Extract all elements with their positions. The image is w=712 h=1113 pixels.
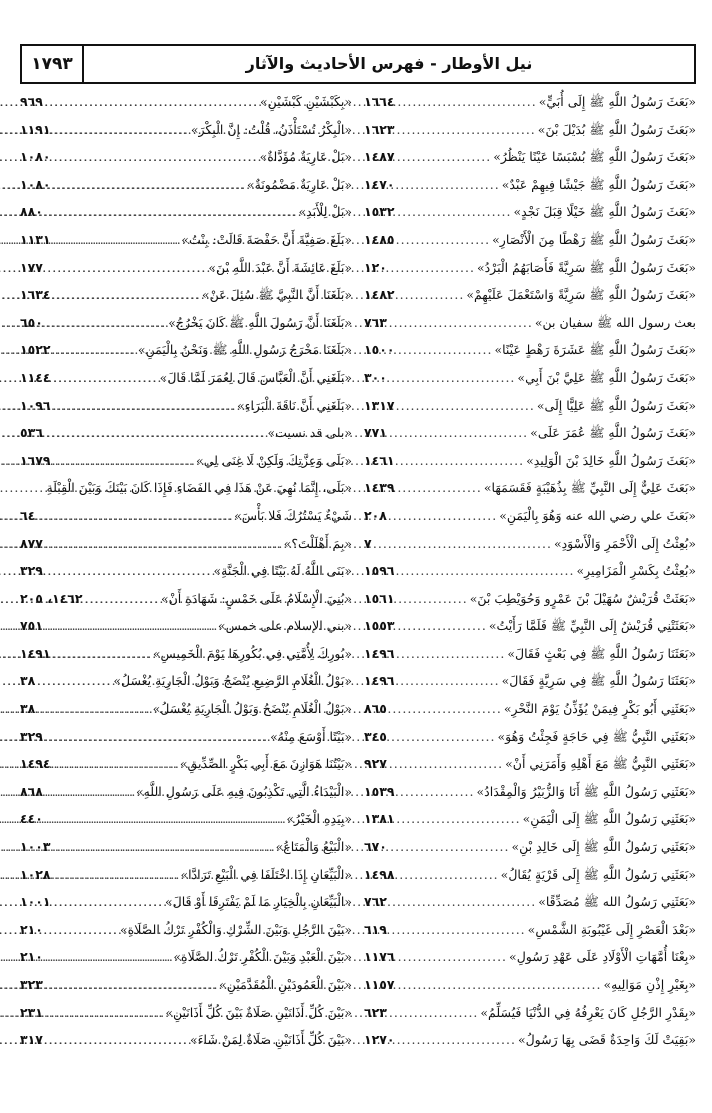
- entry-page-number: ١٥٣٩: [364, 783, 395, 799]
- entry-page-number: ١٤٩١: [20, 645, 51, 661]
- left-column: [20, 94, 352, 1060]
- entry-page-number: ١٢٧٠: [364, 1032, 395, 1048]
- entry-text: «بَعَثَنَا رَسُولُ اللَّهِ ﷺ فِي بَعْثٍ فَقَالَ»: [507, 645, 696, 661]
- dot-leader: [62, 673, 111, 688]
- dot-leader: [62, 536, 282, 551]
- entry-page-number: ١٥٢٢: [20, 342, 51, 358]
- entry-text: «بَعْدَ الْعَصْرِ إِلَى غَيْبُوبَةِ الشَّمْسِ»: [527, 921, 696, 937]
- entry-text: «الْبَيِّعَانِ إِذَا اخْتَلَفَا فِي الْبَيْعِ تَرَادَّا»: [180, 866, 352, 882]
- index-entry: [364, 398, 696, 426]
- entry-page-number: ١١٥٧: [364, 977, 395, 992]
- entry-page-number: ٨٨٠: [20, 204, 43, 220]
- entry-page-number: ١١٤٤: [20, 369, 51, 385]
- index-entry: [20, 894, 352, 922]
- entry-text: «بَلَغَنَا مَخْرَجُ رَسُولِ اللَّهِ ﷺ وَنَحْنُ بِالْيَمَنِ»: [137, 342, 352, 358]
- entry-page-number: ١٥٦١: [364, 590, 395, 606]
- entry-page-number: ١٦٦٤: [364, 94, 395, 109]
- index-entry: [20, 867, 352, 895]
- entry-page-number: ١٥٠٠: [364, 342, 395, 358]
- index-entry: [20, 756, 352, 784]
- entry-page-number: ١٠٨٠: [20, 176, 51, 192]
- entry-text: «بَعَثَ رَسُولُ اللَّهِ ﷺ خَيْلًا قِبَلَ نَجْدٍ»: [513, 204, 696, 220]
- dot-leader: [406, 1005, 478, 1020]
- entry-page-number: ٧٦٣: [364, 314, 387, 330]
- entry-page-number: ٧٥١: [20, 618, 43, 634]
- index-entry: [20, 204, 352, 232]
- dot-leader: [62, 977, 217, 992]
- index-entry: [364, 646, 696, 674]
- dot-leader: [406, 260, 475, 275]
- entry-text: «بَعَثَنِي النَّبِيُّ ﷺ فِي حَاجَةٍ فَجِئْتُ وَهُوَ»: [497, 728, 696, 744]
- dot-leader: [62, 398, 235, 413]
- index-entry: [364, 949, 696, 977]
- entry-text: «بُعِثْتُ إِلَى الْأَحْمَرِ وَالْأَسْوَدِ»: [553, 535, 696, 551]
- dot-leader: [62, 315, 166, 330]
- entry-text: «بَعَثَنِي رَسُولُ اللَّهِ ﷺ إِلَى خَالِدِ بْنِ»: [511, 839, 696, 855]
- index-entry: [20, 922, 352, 950]
- dot-leader: [406, 729, 496, 744]
- index-entry: [364, 342, 696, 370]
- entry-text: «بَعَثَ رَسُولُ اللَّهِ ﷺ عَلِيًّا إِلَى»: [536, 397, 696, 413]
- entry-page-number: ٦٥٠: [20, 314, 43, 330]
- entry-page-number: ٢٠٨: [364, 507, 387, 523]
- dot-leader: [406, 204, 512, 219]
- entry-text: «الْبَيْعُ وَالْمَتَاعُ»: [275, 839, 352, 855]
- dot-leader: [406, 867, 499, 882]
- entry-page-number: ٢١٠: [20, 949, 43, 965]
- entry-text: «بَنَى اللَّهُ لَهُ بَيْتًا فِي الْجَنَّةِ»: [213, 563, 352, 579]
- index-entry: [364, 149, 696, 177]
- entry-page-number: ١٤٣٩: [364, 480, 395, 496]
- entry-page-number: ٣٨: [20, 673, 36, 689]
- entry-text: «بُنِيَ الْإِسْلَامُ عَلَى خَمْسٍ: شَهَادَةِ أَنْ»: [160, 590, 352, 606]
- entry-page-number: ١٠٠١: [20, 894, 51, 910]
- entry-page-number: ١٤٩٤: [20, 756, 51, 772]
- entry-text: «بلى قد نسيت»: [267, 425, 352, 441]
- entry-page-number: ٢٣١: [20, 1004, 43, 1020]
- index-entry: [364, 480, 696, 508]
- entry-page-number: ٣٤٥: [364, 728, 387, 744]
- index-page: [20, 44, 696, 1048]
- entry-page-number: ٧٧١: [364, 425, 387, 441]
- dot-leader: [406, 232, 490, 247]
- index-entry: [20, 701, 352, 729]
- entry-page-number: ١٥٩٦: [364, 563, 395, 579]
- dot-leader: [62, 453, 194, 468]
- index-entry: [20, 811, 352, 839]
- entry-page-number: ٦٤: [20, 507, 36, 523]
- dot-leader: [62, 177, 245, 192]
- dot-leader: [62, 646, 151, 661]
- dot-leader: [406, 287, 464, 302]
- index-entry: [364, 756, 696, 784]
- entry-text: «بَلْ لِلْأَبَدِ»: [298, 204, 352, 220]
- entry-text: «بَوْلُ الْغُلَامِ يُنْضَحُ وَبَوْلُ الْجَارِيَةِ يُغْسَلُ»: [152, 701, 352, 717]
- dot-leader: [406, 398, 535, 413]
- entry-page-number: ٨٦٥: [364, 701, 387, 717]
- dot-leader: [62, 370, 158, 385]
- dot-leader: [406, 425, 528, 440]
- entry-text: «بَعَثَ رَسُولُ اللَّهِ ﷺ عَشَرَةَ رَهْطٍ عَيْنًا»: [494, 342, 696, 358]
- entry-page-number: ١٥٥٣: [364, 618, 395, 634]
- entry-page-number: ١٦٢٣: [364, 121, 395, 137]
- index-entry: [20, 646, 352, 674]
- entry-text: «بَعَثَ رَسُولُ اللَّهِ ﷺ إِلَى أُبَيٍّ»: [538, 94, 696, 109]
- entry-text: «بَعَثَنِي رَسُولُ اللَّهِ ﷺ إِلَى الْيَمَنِ»: [522, 811, 696, 827]
- dot-leader: [62, 260, 206, 275]
- entry-page-number: ٣٠٠: [364, 369, 387, 385]
- entry-page-number: ١٥٣٢: [364, 204, 395, 220]
- index-entry: [20, 370, 352, 398]
- dot-leader: [62, 701, 151, 716]
- entry-text: «بَعَثَ علي رضي الله عنه وَهُوَ بِالْيَمَنِ»: [499, 507, 696, 523]
- entry-page-number: ١٧٧: [20, 259, 43, 275]
- index-entry: [364, 287, 696, 315]
- index-entry: [20, 673, 352, 701]
- entry-page-number: ١٠٢٨: [20, 866, 51, 882]
- entry-page-number: ١٤٩٨: [364, 866, 395, 882]
- index-entry: [20, 618, 352, 646]
- dot-leader: [62, 425, 266, 440]
- index-entry: [364, 94, 696, 122]
- index-entry: [364, 618, 696, 646]
- index-entry: [364, 784, 696, 812]
- dot-leader: [406, 370, 515, 385]
- dot-leader: [62, 949, 171, 964]
- dot-leader: [406, 536, 552, 551]
- entry-text: «بَعَثَ رَسُولُ اللَّهِ ﷺ سَرِيَّةً فَأَصَابَهُمُ الْبَرْدُ»: [476, 259, 696, 275]
- index-entry: [364, 425, 696, 453]
- entry-text: «بَلْ عَارِيَةٌ مُؤَدَّاةٌ»: [259, 149, 352, 165]
- entry-text: «بِكَبْشَيْنِ كَبْشَيْنِ»: [259, 94, 352, 109]
- entry-text: «الْبَيِّعَانِ بِالْخِيَارِ مَا لَمْ يَفْتَرِقَا أَوْ قَالَ»: [164, 894, 352, 910]
- index-entry: [20, 839, 352, 867]
- page-header: [20, 44, 696, 84]
- index-entry: [20, 563, 352, 591]
- entry-text: «بَعَثَنِي رَسُولُ اللَّهِ ﷺ إِلَى قَرْيَةٍ يُقَالُ»: [500, 866, 696, 882]
- entry-text: «بَعَثَ رَسُولُ اللَّهِ ﷺ جَيْشًا فِيهِمْ عَبْدٌ»: [501, 176, 696, 192]
- dot-leader: [62, 563, 211, 578]
- dot-leader: [406, 149, 491, 164]
- index-entry: [364, 867, 696, 895]
- entry-page-number: ١١٩١: [20, 121, 51, 137]
- entry-text: «بِمَ أَهْلَلْتَ؟»: [283, 535, 352, 551]
- entry-page-number: ١٤٩٦: [364, 673, 395, 689]
- dot-leader: [406, 839, 510, 854]
- entry-text: «بَعَثَنِي رَسُولُ الله ﷺ مُصَدِّقًا»: [538, 894, 696, 910]
- entry-text: «بَعَثَ رَسُولُ اللَّهِ ﷺ رَهْطًا مِنَ الْأَنْصَارِ»: [492, 231, 696, 247]
- dot-leader: [406, 315, 533, 330]
- index-entry: [20, 729, 352, 757]
- dot-leader: [406, 949, 507, 964]
- entry-text: «بَلَغَ عَائِشَةَ أَنَّ عَبْدَ اللَّهِ بْنَ»: [208, 259, 352, 275]
- index-entry: [20, 122, 352, 150]
- entry-page-number: ٣٢٩: [20, 728, 43, 744]
- index-entry: [364, 1032, 696, 1060]
- index-entry: [364, 673, 696, 701]
- entry-page-number: ٣٢٣: [20, 977, 43, 992]
- index-columns: [20, 94, 696, 1060]
- index-entry: [20, 1005, 352, 1033]
- entry-text: «بَعَثَ رَسُولُ اللَّهِ ﷺ عَلِيَّ بْنَ أَبِي»: [517, 369, 696, 385]
- entry-text: «الْبِكْرُ تُسْتَأْذَنُ، قُلْتُ: إِنَّ الْبِكْرَ»: [190, 121, 352, 137]
- dot-leader: [406, 177, 500, 192]
- index-entry: [20, 260, 352, 288]
- dot-leader: [406, 122, 536, 137]
- entry-text: «بَيْنَ الرَّجُلِ وَبَيْنَ الشِّرْكِ وَالْكُفْرِ تَرْكُ الصَّلَاةِ»: [120, 921, 352, 937]
- entry-page-number: ١٠٠٣: [20, 839, 51, 855]
- index-entry: [20, 287, 352, 315]
- dot-leader: [62, 149, 258, 164]
- index-entry: [364, 591, 696, 619]
- dot-leader: [406, 922, 526, 937]
- dot-leader: [62, 811, 284, 826]
- entry-page-number: ١٦٧٩: [20, 452, 51, 468]
- dot-leader: [62, 839, 274, 854]
- entry-page-number: ١٤٦٢، ٢٠٥: [20, 590, 83, 606]
- entry-page-number: ٩٢٧: [364, 756, 387, 772]
- entry-page-number: ٩٦٩: [20, 94, 43, 109]
- index-entry: [364, 729, 696, 757]
- index-entry: [364, 204, 696, 232]
- entry-text: «الْبَيْدَاءُ الَّتِي تَكْذِبُونَ فِيهِ عَلَى رَسُولِ اللَّهِ»: [135, 783, 352, 799]
- dot-leader: [406, 811, 521, 826]
- entry-text: «بَلَى وَعِزَّتِكَ وَلَكِنْ لَا غِنَى لِي»: [196, 452, 352, 468]
- dot-leader: [62, 122, 189, 137]
- dot-leader: [406, 480, 482, 495]
- dot-leader: [62, 618, 216, 633]
- entry-page-number: ١٤٩٦: [364, 645, 395, 661]
- index-entry: [20, 177, 352, 205]
- dot-leader: [406, 701, 502, 716]
- index-entry: [364, 839, 696, 867]
- dot-leader: [62, 867, 178, 882]
- index-entry: [20, 94, 352, 122]
- index-entry: [364, 260, 696, 288]
- index-entry: [364, 232, 696, 260]
- entry-page-number: ١٣٨١: [364, 811, 395, 827]
- entry-page-number: ١٣١٧: [364, 397, 395, 413]
- entry-page-number: ١٠٩٦: [20, 397, 51, 413]
- dot-leader: [62, 784, 134, 799]
- entry-text: «بَيْنَ الْعَبْدِ وَبَيْنَ الْكُفْرِ تَرْكُ الصَّلَاةِ»: [173, 949, 352, 965]
- index-entry: [364, 536, 696, 564]
- entry-text: «بني الإسلام على خمس»: [217, 618, 352, 634]
- index-entry: [364, 922, 696, 950]
- dot-leader: [406, 453, 524, 468]
- entry-page-number: ١٤٨٧: [364, 149, 395, 165]
- entry-text: «بَلَغَنَا أَنَّ النَّبِيَّ ﷺ سُئِلَ عَنْ»: [201, 287, 352, 303]
- dot-leader: [406, 1032, 516, 1047]
- index-entry: [364, 1005, 696, 1033]
- index-entry: [364, 811, 696, 839]
- dot-leader: [62, 894, 163, 909]
- dot-leader: [62, 204, 296, 219]
- entry-text: «بَعَثَ رَسُولُ اللَّهِ ﷺ سَرِيَّةً وَاسْتَعْمَلَ عَلَيْهِمْ»: [466, 287, 696, 303]
- header-title: نيل الأوطار - فهرس الأحاديث والآثار: [245, 54, 533, 73]
- entry-text: «بَعَثَنِي رَسُولُ اللَّهِ ﷺ أَنَا وَالزُّبَيْرُ وَالْمِقْدَادُ»: [476, 783, 696, 799]
- entry-text: «بَعَثَنِي النَّبِيُّ ﷺ مَعَ أَهْلِهِ وَأَمَرَنِي أَنْ»: [505, 756, 696, 772]
- entry-page-number: ٣٨: [20, 701, 36, 717]
- entry-text: شَيْءٌ يَسْتُرُكَ فَلا بَأْسَ»: [234, 507, 352, 523]
- index-entry: [20, 425, 352, 453]
- entry-text: «بِغَيْرِ إِذْنِ مَوَالِيهِ»: [603, 977, 696, 992]
- dot-leader: [406, 784, 475, 799]
- entry-page-number: ٤٤٠: [20, 811, 43, 827]
- entry-text: «بَقِيَتْ لَكَ وَاحِدَةٌ قَضَى بِهَا رَسُولُ»: [517, 1032, 696, 1048]
- dot-leader: [406, 591, 468, 606]
- entry-page-number: ١٠٨٠: [20, 149, 51, 165]
- entry-text: «بَعَثَ رَسُولُ اللَّهِ خَالِدَ بْنَ الْوَلِيدِ»: [526, 452, 696, 468]
- entry-page-number: ٣٢٩: [20, 563, 43, 579]
- entry-text: «بَعَثَتْنِي قُرَيْشٌ إِلَى النَّبِيِّ ﷺ فَلَمَّا رَأَيْتُ»: [488, 618, 696, 634]
- entry-text: «بَعَثَ عَلِيٌّ إِلَى النَّبِيِّ ﷺ بِذُهَيْبَةٍ فَقَسَمَهَا»: [483, 480, 696, 496]
- dot-leader: [62, 1032, 188, 1047]
- index-entry: [20, 508, 352, 536]
- entry-page-number: ٦٢٣: [364, 1004, 387, 1020]
- index-entry: [364, 701, 696, 729]
- entry-page-number: ٦٧٠: [364, 839, 387, 855]
- entry-text: «بَعَثَ رَسُولُ اللَّهِ ﷺ بُدَيْلَ بْنَ»: [537, 121, 696, 137]
- index-entry: [364, 508, 696, 536]
- dot-leader: [406, 673, 500, 688]
- entry-page-number: ٨٦٨: [20, 783, 43, 799]
- dot-leader: [406, 977, 601, 992]
- entry-text: «بَلَغَنَا أَنَّ رَسُولَ اللَّهِ ﷺ كَانَ يَخْرُجُ»: [168, 314, 352, 330]
- entry-page-number: ٢١٠: [20, 921, 43, 937]
- entry-page-number: ١١٧٦: [364, 949, 395, 965]
- entry-text: «بَيْنَ كُلِّ أَذَانَيْنِ صَلَاةٌ بَيْنَ كُلِّ أَذَانَيْنِ»: [165, 1004, 352, 1020]
- index-entry: [364, 563, 696, 591]
- entry-page-number: ١٢٠: [364, 259, 387, 275]
- dot-leader: [62, 342, 136, 357]
- dot-leader: [406, 646, 505, 661]
- entry-text: «بَلَى، إِنَّمَا نُهِيَ عَنْ هَذَا فِي الفَضَاءِ فَإِذَا كَانَ بَيْنَكَ وَبَيْنَ الْقِبْلَةِ: [46, 480, 352, 496]
- index-entry: [364, 122, 696, 150]
- index-entry: [20, 453, 352, 481]
- dot-leader: [406, 342, 492, 357]
- index-entry: [364, 315, 696, 343]
- entry-page-number: ٦١٩: [364, 921, 387, 937]
- entry-text: «بَوْلُ الْغُلَامِ الرَّضِيعِ يُنْضَحُ وَبَوْلُ الْجَارِيَةِ يُغْسَلُ»: [113, 673, 352, 689]
- dot-leader: [62, 729, 268, 744]
- entry-page-number: ١١٣١: [20, 231, 51, 247]
- entry-text: «بُعِثْتُ بِكَسْرِ الْمَزَامِيرِ»: [576, 563, 696, 579]
- dot-leader: [62, 508, 232, 523]
- dot-leader: [62, 1005, 163, 1020]
- entry-page-number: ١٦٣٤: [20, 287, 51, 303]
- entry-text: بعث رسول الله ﷺ سفيان بن»: [534, 314, 696, 330]
- entry-page-number: ٥٣٦: [20, 425, 43, 441]
- entry-page-number: ٨٧٧: [20, 535, 43, 551]
- dot-leader: [62, 287, 200, 302]
- index-entry: [364, 177, 696, 205]
- entry-text: «بَلَغَ صَفِيَّةَ أَنَّ حَفْصَةَ قَالَتْ: بِنْتُ»: [181, 231, 352, 247]
- dot-leader: [406, 563, 575, 578]
- entry-page-number: ١٤٨٢: [364, 287, 395, 303]
- entry-page-number: ١٤٨٥: [364, 231, 395, 247]
- index-entry: [20, 480, 352, 508]
- index-entry: [20, 591, 352, 619]
- entry-text: «بَلَغَنِي أَنَّ الْعَبَّاسَ قَالَ لِعُمَرَ لَمَّا قَالَ»: [159, 369, 352, 385]
- entry-page-number: ١٤٦١: [364, 452, 395, 468]
- index-entry: [364, 977, 696, 1005]
- index-entry: [20, 398, 352, 426]
- entry-text: «بُورِكَ لِأُمَّتِي فِي بُكُورِهَا يَوْمَ الْخَمِيسِ»: [152, 645, 352, 661]
- dot-leader: [406, 618, 487, 633]
- entry-text: «بَعَثَتْ قُرَيْشٌ سُهَيْلَ بْنَ عَمْرٍو وَحُوَيْطِبَ بْنَ»: [469, 590, 696, 606]
- dot-leader: [62, 94, 258, 109]
- entry-text: «بَعَثَ رَسُولُ اللَّهِ ﷺ عُمَرَ عَلَى»: [530, 425, 696, 441]
- index-entry: [20, 149, 352, 177]
- entry-text: «بَلْ عَارِيَةٌ مَضْمُونَةٌ»: [246, 176, 352, 192]
- dot-leader: [62, 756, 178, 771]
- dot-leader: [85, 591, 159, 606]
- index-entry: [20, 536, 352, 564]
- dot-leader: [406, 894, 536, 909]
- entry-text: «بَيْنَ الْعَمُودَيْنِ الْمُقَدَّمَيْنِ»: [219, 977, 352, 992]
- index-entry: [364, 453, 696, 481]
- entry-text: «بَيْتًا أَوْسَعَ مِنْهُ»: [270, 728, 352, 744]
- dot-leader: [62, 922, 118, 937]
- entry-page-number: ٧٦٢: [364, 894, 387, 910]
- index-entry: [20, 1032, 352, 1060]
- entry-text: «بَيْتُنَا هَوَازِنَ مَعَ أَبِي بَكْرٍ الصِّدِّيقِ»: [179, 756, 352, 772]
- entry-text: «بَعَثَ رَسُولُ اللَّهِ ﷺ بُسْبَسًا عَيْنًا يَنْظُرُ»: [493, 149, 696, 165]
- index-entry: [20, 949, 352, 977]
- entry-text: «بَيْنَ كُلِّ أَذَانَيْنِ صَلَاةٌ لِمَنْ شَاءَ»: [190, 1032, 352, 1048]
- entry-text: «بَلَغَنِي أَنَّ نَاقَةَ الْبَرَاءِ»: [237, 397, 352, 413]
- entry-text: «بَعَثَنَا رَسُولُ اللَّهِ ﷺ فِي سَرِيَّةٍ فَقَالَ»: [501, 673, 696, 689]
- entry-page-number: ١٤٧٠: [364, 176, 395, 192]
- entry-text: «بِعْنَا أُمَّهَاتِ الْأَوْلَادِ عَلَى عَهْدِ رَسُولِ»: [509, 949, 696, 965]
- entry-page-number: ٧: [364, 535, 372, 551]
- index-entry: [20, 342, 352, 370]
- entry-page-number: ٣١٧: [20, 1032, 43, 1048]
- header-page-number: ١٧٩٣: [22, 46, 84, 82]
- index-entry: [364, 370, 696, 398]
- dot-leader: [406, 94, 537, 109]
- dot-leader: [406, 508, 497, 523]
- dot-leader: [62, 232, 179, 247]
- index-entry: [20, 315, 352, 343]
- index-entry: [364, 894, 696, 922]
- dot-leader: [406, 756, 503, 771]
- index-entry: [20, 784, 352, 812]
- entry-text: «بِقَدْرِ الرَّجُلِ كَانَ يَعْرِفُهُ فِي الدُّنْيَا فَيُسَلِّمُ»: [480, 1004, 696, 1020]
- entry-text: «بِيَدِهِ الْخَيْرُ»: [286, 811, 352, 827]
- index-entry: [20, 977, 352, 1005]
- right-column: [364, 94, 696, 1060]
- entry-text: «بَعَثَنِي أَبُو بَكْرٍ فِيمَنْ يُؤَذِّنُ يَوْمَ النَّحْرِ»: [503, 701, 696, 717]
- index-entry: [20, 232, 352, 260]
